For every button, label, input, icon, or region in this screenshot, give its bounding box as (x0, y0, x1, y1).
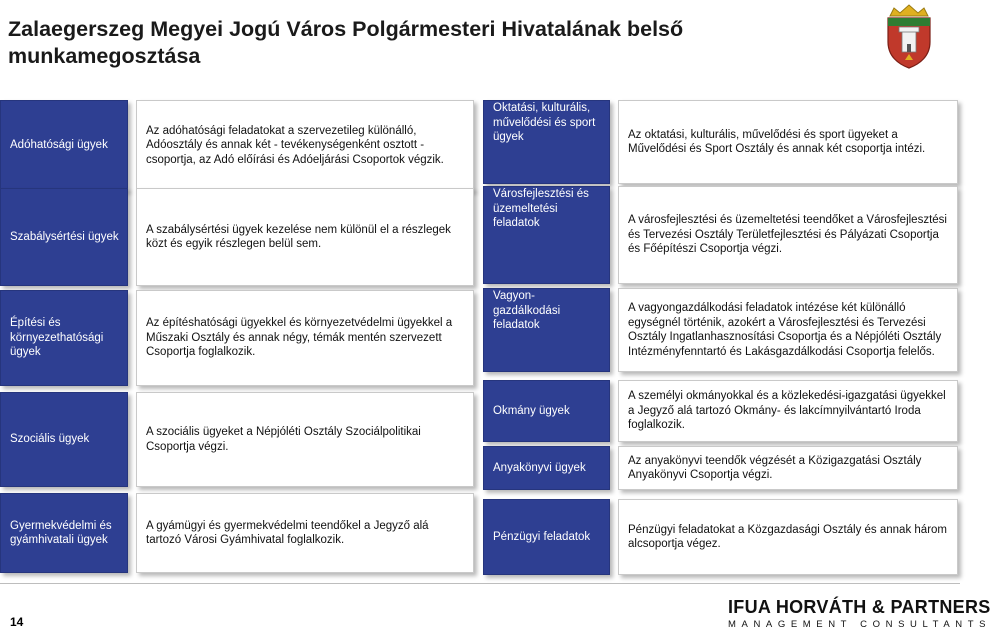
label-gyermekvedelmi: Gyermekvédelmi és gyámhivatali ügyek (0, 493, 128, 573)
logo-line1: IFUA HORVÁTH & PARTNERS (728, 597, 991, 617)
text-vagyongazdalkodasi: A vagyongazdálkodási feladatok intézése két különálló egységnél történik, azokért a Városfejlesztési és Tervezési Osztály Ingatlanhasznosítási Csoportja és a Népjóléti Osztály Intézményfenntartó és Lakásgazdálkodási Csoportja felelős. (618, 288, 958, 372)
label-szabalysertesi: Szabálysértési ügyek (0, 188, 128, 286)
page-number: 14 (10, 615, 24, 629)
text-gyermekvedelmi: A gyámügyi és gyermekvédelmi teendőkel a Jegyző alá tartozó Városi Gyámhivatal foglalkozik. (136, 493, 474, 573)
company-logo (728, 597, 991, 630)
text-szabalysertesi: A szabálysértési ügyek kezelése nem különül el a részlegek közt és egyik részlegen belül sem. (136, 188, 474, 286)
label-oktatasi: Oktatási, kulturális, művelődési és sport ügyek (483, 100, 610, 184)
label-anyakonyvi: Anyakönyvi ügyek (483, 446, 610, 490)
text-adohatosagi: Az adóhatósági feladatokat a szervezetileg különálló, Adóosztály és annak két - tevékenységenként osztott - csoportja, az Adó előírási és Adóeljárási Csoportok végzik. (136, 100, 474, 191)
page-title: Zalaegerszeg Megyei Jogú Város Polgármesteri Hivatalának belső munkamegosztása (8, 17, 684, 68)
label-epitesi: Építési és környezethatósági ügyek (0, 290, 128, 386)
text-epitesi: Az építéshatósági ügyekkel és környezetvédelmi ügyekkel a Műszaki Osztály és annak négy, témák mentén szervezett Csoportja foglalkozik. (136, 290, 474, 386)
label-szocialis: Szociális ügyek (0, 392, 128, 487)
text-okmany: A személyi okmányokkal és a közlekedési-igazgatási ügyekkel a Jegyző alá tartozó Okmány- és lakcímnyilvántartó Iroda foglalkozik. (618, 380, 958, 442)
city-coat-of-arms-icon (880, 2, 938, 70)
text-oktatasi: Az oktatási, kulturális, művelődési és sport ügyeket a Művelődési és Sport Osztály és annak két csoportja intézi. (618, 100, 958, 184)
text-anyakonyvi: Az anyakönyvi teendők végzését a Közigazgatási Osztály Anyakönyvi Csoportja végzi. (618, 446, 958, 490)
logo-line2: MANAGEMENT CONSULTANTS (728, 619, 991, 630)
label-adohatosagi: Adóhatósági ügyek (0, 100, 128, 191)
label-vagyongazdalkodasi: Vagyon-gazdálkodási feladatok (483, 288, 610, 372)
footer-divider (0, 583, 960, 584)
label-penzugyi: Pénzügyi feladatok (483, 499, 610, 575)
label-varosfejlesztesi: Városfejlesztési és üzemeltetési feladatok (483, 186, 610, 284)
text-varosfejlesztesi: A városfejlesztési és üzemeltetési teendőket a Városfejlesztési és Tervezési Osztály Területfejlesztési és Pályázati Csoportja és Főépítészi Csoportja végzi. (618, 186, 958, 284)
text-szocialis: A szociális ügyeket a Népjóléti Osztály Szociálpolitikai Csoportja végzi. (136, 392, 474, 487)
label-okmany: Okmány ügyek (483, 380, 610, 442)
text-penzugyi: Pénzügyi feladatokat a Közgazdasági Osztály és annak három alcsoportja végez. (618, 499, 958, 575)
